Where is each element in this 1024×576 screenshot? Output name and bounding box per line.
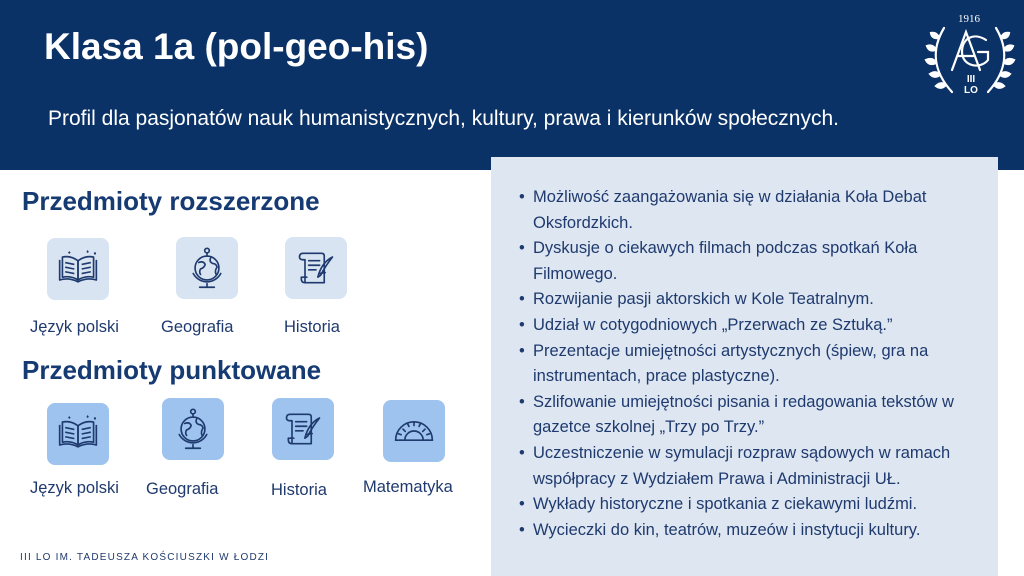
scored-subject-polish bbox=[47, 403, 109, 465]
activity-item: • Wykłady historyczne i spotkania z ciekawymi ludźmi. bbox=[515, 492, 995, 518]
extended-subject-geography-label: Geografia bbox=[161, 318, 234, 336]
activity-item: • Dyskusje o ciekawych filmach podczas spotkań Koła Filmowego. bbox=[515, 236, 995, 287]
book-icon bbox=[56, 412, 100, 456]
scored-subject-history-label: Historia bbox=[271, 481, 327, 499]
extended-subject-geography bbox=[176, 237, 238, 299]
page-title: Klasa 1a (pol-geo-his) bbox=[44, 26, 429, 67]
globe-icon bbox=[185, 246, 229, 290]
scored-subject-geography-label: Geografia bbox=[146, 480, 219, 498]
extended-subject-polish bbox=[47, 238, 109, 300]
globe-icon bbox=[171, 407, 215, 451]
scored-subject-history bbox=[272, 398, 334, 460]
activity-item: • Prezentacje umiejętności artystycznych (śpiew, gra na instrumentach, prace plastyczne). bbox=[515, 339, 995, 390]
activity-item: • Udział w cotygodniowych „Przerwach ze Sztuką.” bbox=[515, 313, 995, 339]
activities-panel bbox=[491, 157, 998, 576]
activity-item: • Uczestniczenie w symulacji rozpraw sądowych w ramach współpracy z Wydziałem Prawa i Administracji UŁ. bbox=[515, 441, 995, 492]
page-subtitle: Profil dla pasjonatów nauk humanistycznych, kultury, prawa i kierunków społecznych. bbox=[48, 107, 839, 130]
logo-year: 1916 bbox=[958, 13, 980, 25]
scored-subject-math bbox=[383, 400, 445, 462]
activity-item: • Szlifowanie umiejętności pisania i redagowania tekstów w gazetce szkolnej „Trzy po Trzy.” bbox=[515, 390, 995, 441]
logo-mark: III LO bbox=[964, 74, 978, 96]
activity-item: • Rozwijanie pasji aktorskich w Kole Teatralnym. bbox=[515, 287, 995, 313]
scroll-quill-icon bbox=[281, 407, 325, 451]
scored-subject-math-label: Matematyka bbox=[363, 478, 453, 496]
activity-item: • Wycieczki do kin, teatrów, muzeów i instytucji kultury. bbox=[515, 518, 995, 544]
extended-subject-polish-label: Język polski bbox=[30, 318, 119, 336]
school-logo bbox=[922, 8, 1018, 104]
activity-item: • Możliwość zaangażowania się w działania Koła Debat Oksfordzkich. bbox=[515, 185, 995, 236]
scroll-quill-icon bbox=[294, 246, 338, 290]
book-icon bbox=[56, 247, 100, 291]
extended-subjects-heading: Przedmioty rozszerzone bbox=[22, 186, 320, 216]
school-name-footer: III LO IM. TADEUSZA KOŚCIUSZKI W ŁODZI bbox=[20, 552, 270, 563]
activities-list bbox=[515, 185, 995, 543]
scored-subject-geography bbox=[162, 398, 224, 460]
protractor-icon bbox=[392, 409, 436, 453]
extended-subject-history-label: Historia bbox=[284, 318, 340, 336]
extended-subject-history bbox=[285, 237, 347, 299]
scored-subject-polish-label: Język polski bbox=[30, 479, 119, 497]
scored-subjects-heading: Przedmioty punktowane bbox=[22, 355, 322, 385]
